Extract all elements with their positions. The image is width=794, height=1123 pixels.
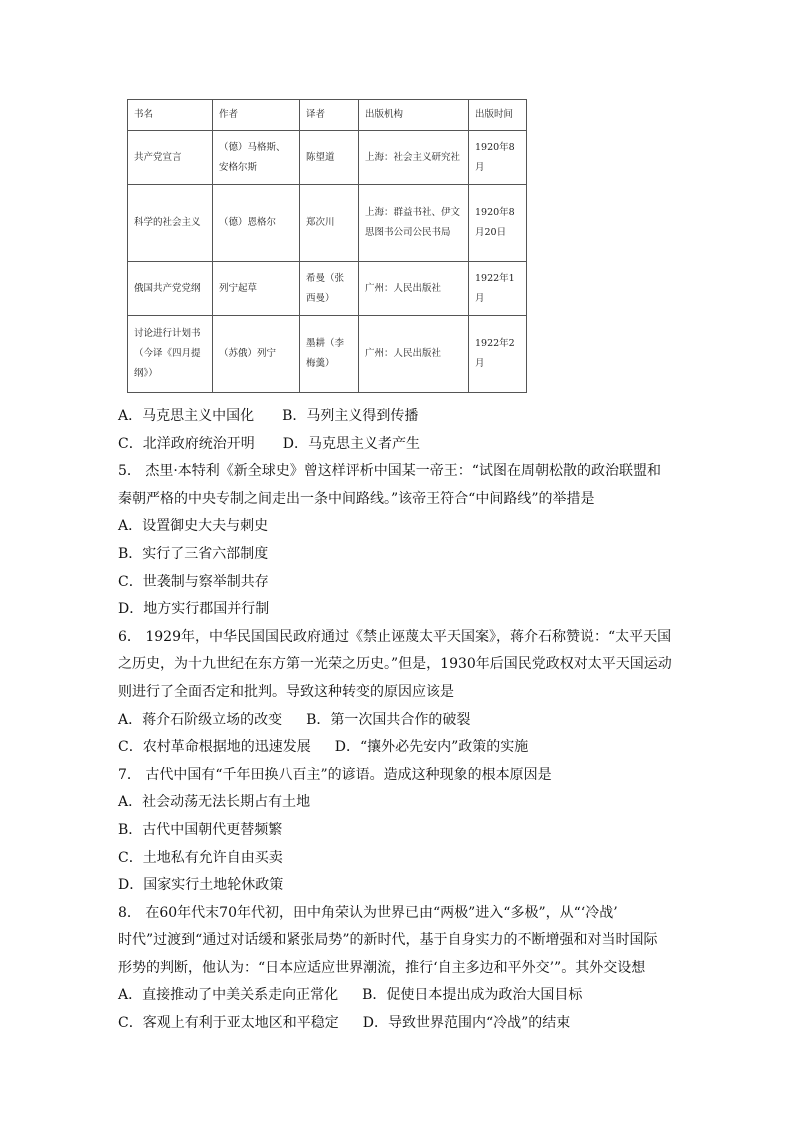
book-table [127,99,527,393]
q7-option-b: B．古代中国朝代更替频繁 [118,821,283,838]
table-cell: 郑次川 [300,185,359,262]
header-cell-title: 书名 [128,100,213,131]
q6-options-row-2 [118,734,678,762]
q4-option-b: B．马列主义得到传播 [282,408,419,424]
table-row [128,316,527,393]
table-cell: 广州：人民出版社 [359,262,469,316]
table-cell: 1920年8月 [469,131,527,185]
q5-stem-line-1: 5． 杰里·本特利《新全球史》曾这样评析中国某一帝王：“试图在周朝松散的政治联盟和 [118,463,661,480]
table-header-row [128,100,527,131]
q6-option-a: A．蒋介石阶级立场的改变 [118,711,283,728]
q7-option-d: D．国家实行土地轮休政策 [118,877,284,894]
q5-option-d: D．地方实行郡国并行制 [118,601,270,618]
q6-stem-line-1: 6． 1929年，中华民国国民政府通过《禁止诬蔑太平天国案》，蒋介石称赞说：“太平天国 [118,628,672,645]
q4-option-d: D．马克思主义者产生 [282,435,420,452]
table-cell: 讨论进行计划书（今译《四月提纲》） [128,316,213,393]
q7-option-c: C．土地私有允许自由买卖 [118,849,283,866]
table-row [128,131,527,185]
q8-stem-line-1: 8． 在60年代末70年代初，田中角荣认为世界已由“两极”进入“多极”，从“‘冷战’ [118,904,618,921]
table-cell: 1920年8月20日 [469,185,527,262]
table-cell: 希曼（张西曼） [300,262,359,316]
table-row [128,262,527,316]
q4-options-row-1 [118,403,678,431]
q6-stem-line-2: 之历史，为十九世纪在东方第一光荣之历史。”但是，1930年后国民党政权对太平天国运动 [118,656,672,673]
q5-option-a: A．设置御史大夫与刺史 [118,518,269,535]
q8-option-d: D．导致世界范围内“冷战”的结束 [362,1015,571,1032]
q8-options-row-2 [118,1010,678,1038]
table-cell: （德）马格斯、安格尔斯 [213,131,300,185]
q7-stem-line-1: 7． 古代中国有“千年田换八百主”的谚语。造成这种现象的根本原因是 [118,766,552,783]
table-cell: 上海：群益书社、伊文思图书公司公民书局 [359,185,469,262]
table-cell: 科学的社会主义 [128,185,213,262]
table-cell: 1922年1月 [469,262,527,316]
table-cell: 上海：社会主义研究社 [359,131,469,185]
question-content [118,403,678,1038]
table-cell: （苏俄）列宁 [213,316,300,393]
q7-option-a: A．社会动荡无法长期占有土地 [118,794,311,811]
q4-option-c: C．北洋政府统治开明 [118,435,255,452]
table-cell: 俄国共产党党纲 [128,262,213,316]
q8-option-c: C．客观上有利于亚太地区和平稳定 [118,1015,339,1032]
table-cell: 广州：人民出版社 [359,316,469,393]
table-cell: （德）恩格尔 [213,185,300,262]
table-cell: 列宁起草 [213,262,300,316]
q8-stem-line-2: 时代”过渡到“通过对话缓和紧张局势”的新时代，基于自身实力的不断增强和对当时国际 [118,932,658,949]
table-cell: 陈望道 [300,131,359,185]
q6-stem-line-3: 则进行了全面否定和批判。导致这种转变的原因应该是 [118,683,454,700]
q4-option-a: A．马克思主义中国化 [118,408,255,424]
q6-option-b: B．第一次国共合作的破裂 [306,711,471,728]
q4-options-row-2 [118,431,678,459]
table-row [128,185,527,262]
q8-option-b: B．促使日本提出成为政治大国目标 [362,987,583,1004]
q8-stem-line-3: 形势的判断，他认为：“日本应适应世界潮流，推行‘自主多边和平外交’”。其外交设想 [118,959,646,976]
table-cell: 共产党宣言 [128,131,213,185]
q5-stem-line-2: 秦朝严格的中央专制之间走出一条中间路线。”该帝王符合“中间路线”的举措是 [118,490,595,507]
q6-option-d: D．“攘外必先安内”政策的实施 [334,739,529,756]
header-cell-date: 出版时间 [469,100,527,131]
table-cell: 墨耕（李梅羹） [300,316,359,393]
q6-option-c: C．农村革命根据地的迅速发展 [118,739,311,756]
table-cell: 1922年2月 [469,316,527,393]
q5-option-c: C．世袭制与察举制共存 [118,573,269,590]
q6-options-row-1 [118,707,678,735]
header-cell-publisher: 出版机构 [359,100,469,131]
q5-option-b: B．实行了三省六部制度 [118,545,269,562]
q8-options-row-1 [118,982,678,1010]
book-table-container [127,99,527,393]
header-cell-author: 作者 [213,100,300,131]
q8-option-a: A．直接推动了中美关系走向正常化 [118,987,339,1004]
header-cell-translator: 译者 [300,100,359,131]
